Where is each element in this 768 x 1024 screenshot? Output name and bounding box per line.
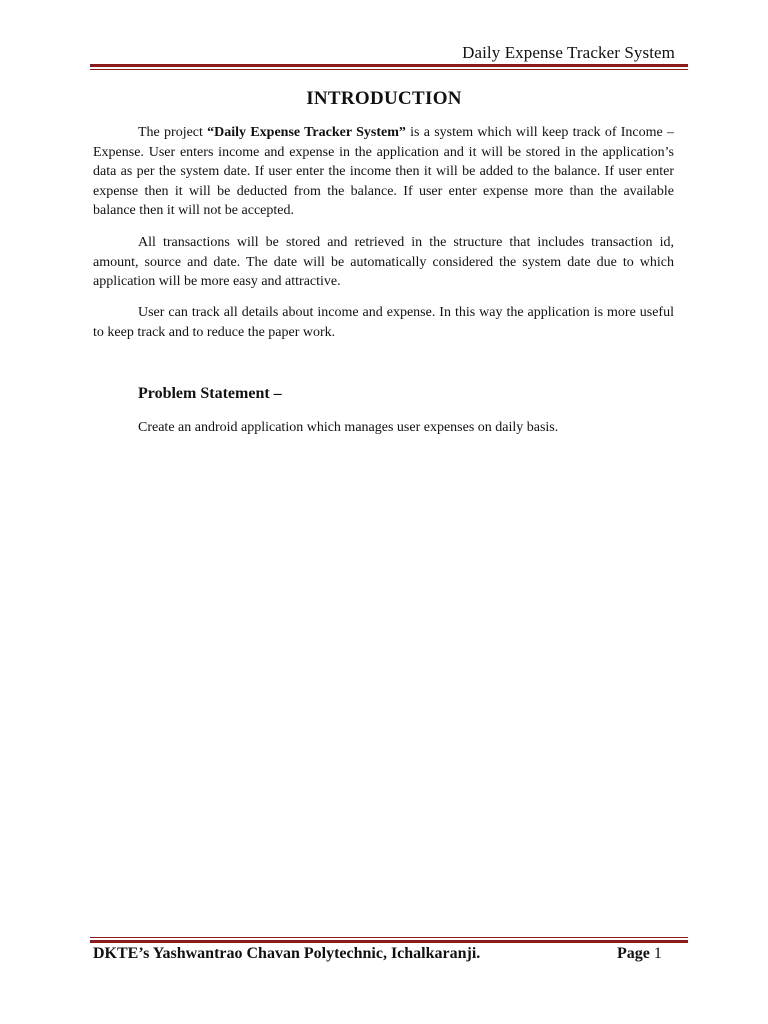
problem-statement-heading: Problem Statement –: [138, 385, 282, 402]
footer-rule-thick: [90, 940, 688, 943]
header-rule-thin: [90, 69, 688, 70]
header-rule-thick: [90, 64, 688, 67]
page-number: 1: [653, 945, 662, 962]
header-title: Daily Expense Tracker System: [462, 43, 675, 62]
intro-paragraph-1-start: The project: [138, 125, 208, 140]
page-label: Page: [617, 945, 650, 962]
page-title: INTRODUCTION: [306, 88, 462, 109]
footer-rule-thin: [90, 937, 688, 938]
problem-statement-text: Create an android application which manages user expenses on daily basis.: [138, 420, 559, 435]
intro-paragraph-1-rest: is a system which will keep track of Income – Expense. User enters income and expense in the application and it will be stored in the application’s data as per the system date. If user enter the income then it will be added to the balance. If user enter expense then it will be deducted from the balance. If user enter expense more than the available balance then it will not be accepted.: [93, 125, 674, 218]
intro-paragraph-3: User can track all details about income and expense. In this way the application is more useful to keep track and to reduce the paper work.: [93, 305, 674, 340]
project-name: “Daily Expense Tracker System”: [207, 125, 406, 140]
footer-institution: DKTE’s Yashwantrao Chavan Polytechnic, Ichalkaranji.: [93, 945, 481, 962]
intro-paragraph-2: All transactions will be stored and retrieved in the structure that includes transaction id, amount, source and date. The date will be automatically considered the system date due to which application will be more easy and attractive.: [93, 235, 674, 289]
page-number-block: [617, 945, 662, 963]
intro-paragraph-1: [93, 123, 674, 221]
